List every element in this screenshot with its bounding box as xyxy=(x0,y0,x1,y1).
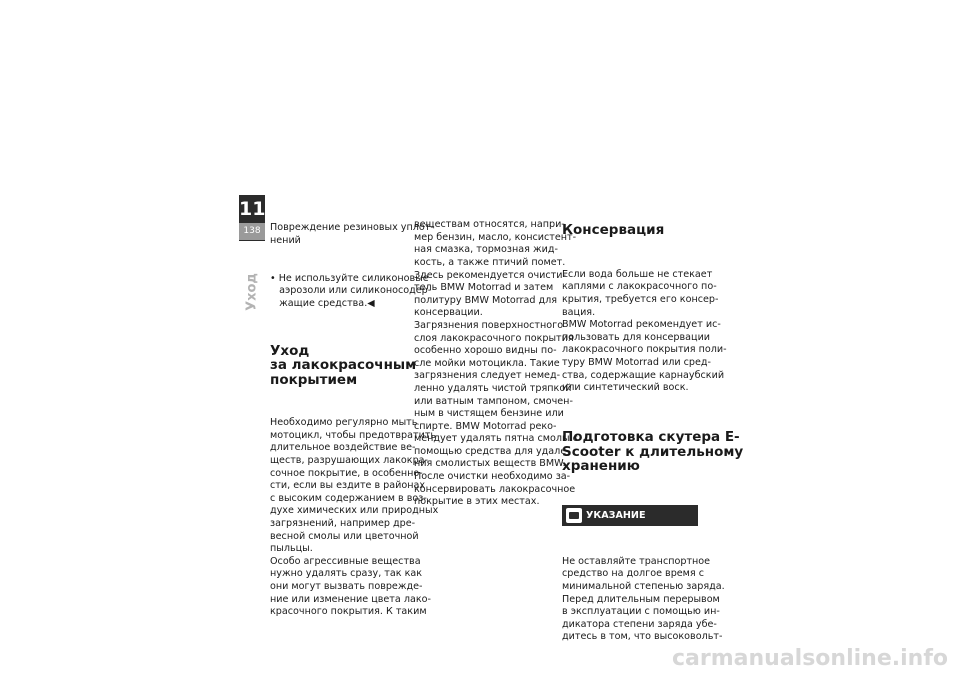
notice-icon xyxy=(566,508,582,523)
storage-prep-text: Не оставляйте транспортное средство на долгое время с минимальной степенью заряда. Перед длительным перерывом в эксплуатации с помощью ин- дикатора степени заряда убе- дитесь в том, что высоковольт- xyxy=(562,555,725,643)
chapter-side-label: Уход xyxy=(244,273,260,311)
page-number: 138 xyxy=(239,223,265,240)
chapter-number: 11 xyxy=(239,198,266,220)
preservation-heading: Консервация xyxy=(562,222,665,239)
seal-damage-text: Повреждение резиновых уплот- нений xyxy=(270,222,434,246)
watermark: carmanualsonline.info xyxy=(672,646,948,671)
paint-care-heading: Уход за лакокрасочным покрытием xyxy=(270,342,417,388)
paint-care-text: Необходимо регулярно мыть мотоцикл, чтобы предотвратить длительное воздействие ве- ществ, разрушающих лакокра- сочное покрытие, в особенно- сти, если вы ездите в районах с высоким содержанием в воз- духе химических или природных загрязнений, например дре- весной смолы или цветочной пыльцы. Особо агрессивные вещества нужно удалять сразу, так как они могут вызвать поврежде- ние или изменение цвета лако- красочного покрытия. К таким xyxy=(270,417,439,618)
column-1 xyxy=(270,197,439,631)
preservation-text: Если вода больше не стекает каплями с лакокрасочного по- крытия, требуется его консер- вация. BMW Motorrad рекомендует ис- пользовать для консервации лакокрасочного покрытия поли- туру BMW Motorrad или сред- ства, содержащие карнаубский или синтетический воск. xyxy=(562,268,727,394)
notice-banner xyxy=(562,505,698,526)
silicone-warning-bullet: • Не используйте силиконовые аэрозоли или силиконосодер- жащие средства.◀ xyxy=(270,272,432,309)
storage-prep-heading: Подготовка скутера E- Scooter к длительному хранению xyxy=(562,429,744,474)
chapter-tab xyxy=(239,195,265,241)
notice-label: УКАЗАНИЕ xyxy=(586,509,646,521)
column-2 xyxy=(414,194,578,521)
column-3 xyxy=(562,194,744,657)
paint-care-continued-text: веществам относятся, напри- мер бензин, масло, консистент- ная смазка, тормозная жид- кость, а также птичий помет. Здесь рекомендуется очисти- тель BMW Motorrad и затем политуру BMW Motorrad для консервации. Загрязнения поверхностного слоя лакокрасочного покрытия особенно хорошо видны по- сле мойки мотоцикла. Такие загрязнения следует немед- ленно удалять чистой тряпкой или ватным тампоном, смочен- ным в чистящем бензине или спирте. BMW Motorrad реко- мендует удалять пятна смолы с помощью средства для удале- ния смолистых веществ BMW. После очистки необходимо за- консервировать лакокрасочное покрытие в этих местах. xyxy=(414,219,578,508)
